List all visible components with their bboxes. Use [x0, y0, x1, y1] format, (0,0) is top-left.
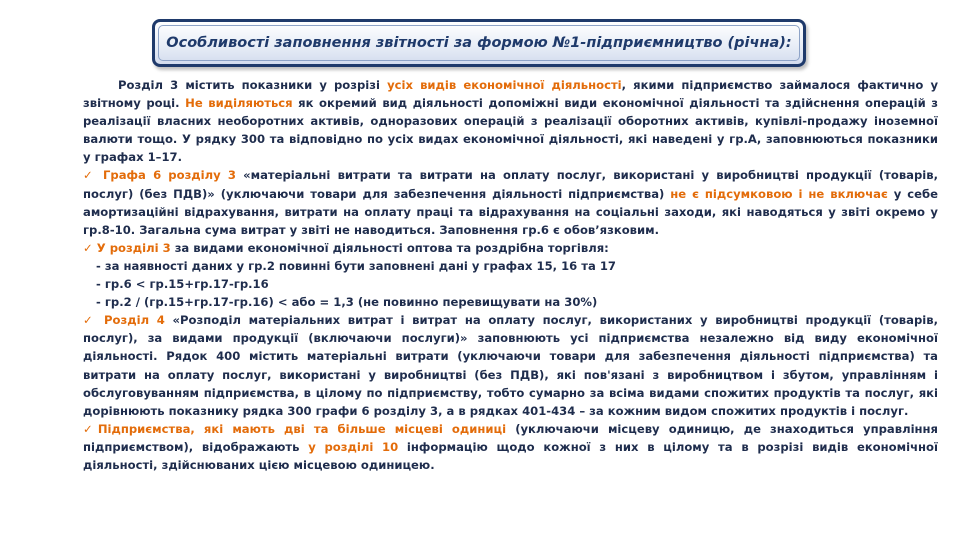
check-icon: ✓: [83, 168, 96, 183]
text: (уключаючи місцеву одиницю, де знаходиться управління підприємством), відображають: [83, 421, 939, 454]
highlight-all-activities: усіх видів економічної діяльності: [387, 78, 622, 92]
text: як окремий вид діяльності допоміжні види економічної діяльності та здійснення операцій з реалізації власних необоротних активів, одноразових операцій з реалізації оборотних активів, купівлі-продажу іноземної валюти тощо. У рядку 300 та відповідно по усіх видах економічної діяльності, які наведені у гр.А, заповнюються показники у графах 1–17.: [83, 96, 938, 165]
paragraph-column-6: [83, 166, 938, 238]
paragraph-section-3: [83, 76, 938, 166]
highlight-local-units: Підприємства, які мають дві та більше місцеві одиниці: [97, 421, 507, 436]
text: інформацію щодо кожної з них в цілому та в розрізі видів економічної діяльності, здійснюваних цією місцевою одиницею.: [83, 439, 938, 472]
highlight-column-6: Графа 6 розділу 3: [103, 168, 236, 183]
highlight-not-separated: Не виділяються: [185, 96, 293, 111]
text: «Розподіл матеріальних витрат і витрат на оплату послуг, використаних у виробництві продукції (товарів, послуг), за видами продукції (включаючи послуги)» заповнюють усі підприємства незалежно від виду економічної діяльності. Рядок 400 містить матеріальні витрати (уключаючи товари для забезпечення діяльності підприємства) та витрати на оплату послуг, використані у виробництві (без ПДВ), які пов'язані з виробництвом і збутом, управлінням і обслуговуванням підприємства, в цілому по підприємству, тобто сумарно за всіма видами спожитих продуктів та послуг, які дорівнюють показнику рядка 300 графи 6 розділу 3, а в рядках 401-434 – за кожним видом спожитих продуктів і послуг.: [83, 313, 938, 418]
text: «матеріальні витрати та витрати на оплату послуг, використані у виробництві продукції (товарів, послуг) (без ПДВ)» (уключаючи товари для забезпечення діяльності підприємства): [83, 168, 938, 201]
paragraph-trade: [83, 239, 938, 257]
title-banner: [152, 19, 806, 67]
check-icon: ✓: [83, 240, 93, 255]
slide-title: Особливості заповнення звітності за формою №1-підприємництво (річна):: [166, 35, 792, 51]
highlight-section-4: Розділ 4: [104, 313, 165, 328]
text: у себе амортизаційні відрахування, витрати на оплату праці та відрахування на соціальні заходи, які наводяться у звіті окремо у гр.8-10. Загальна сума витрат у звіті не наводиться. Заповнення гр.6 є обов’язковим.: [83, 186, 938, 237]
list-item: - за наявності даних у гр.2 повинні бути заповнені дані у графах 15, 16 та 17: [96, 258, 616, 273]
text: за видами економічної діяльності оптова та роздрібна торгівля:: [170, 240, 609, 255]
paragraph-section-4: [83, 311, 938, 420]
highlight-not-total: не є підсумковою і не включає: [670, 186, 888, 201]
list-item: - гр.6 < гр.15+гр.17-гр.16: [96, 277, 269, 292]
slide-body: [83, 76, 938, 474]
highlight-section-10: у розділі 10: [308, 439, 399, 454]
check-icon: ✓: [83, 313, 97, 328]
check-icon: ✓: [83, 421, 98, 436]
highlight-in-section-3: У розділі 3: [96, 240, 171, 255]
list-item: - гр.2 / (гр.15+гр.17-гр.16) < або = 1,3 (не повинно перевищувати на 30%): [96, 295, 598, 310]
text: Розділ 3 містить показники у розрізі: [118, 78, 388, 92]
paragraph-local-units: [83, 420, 938, 474]
text: , якими підприємство займалося фактично у звітному році.: [83, 78, 938, 111]
